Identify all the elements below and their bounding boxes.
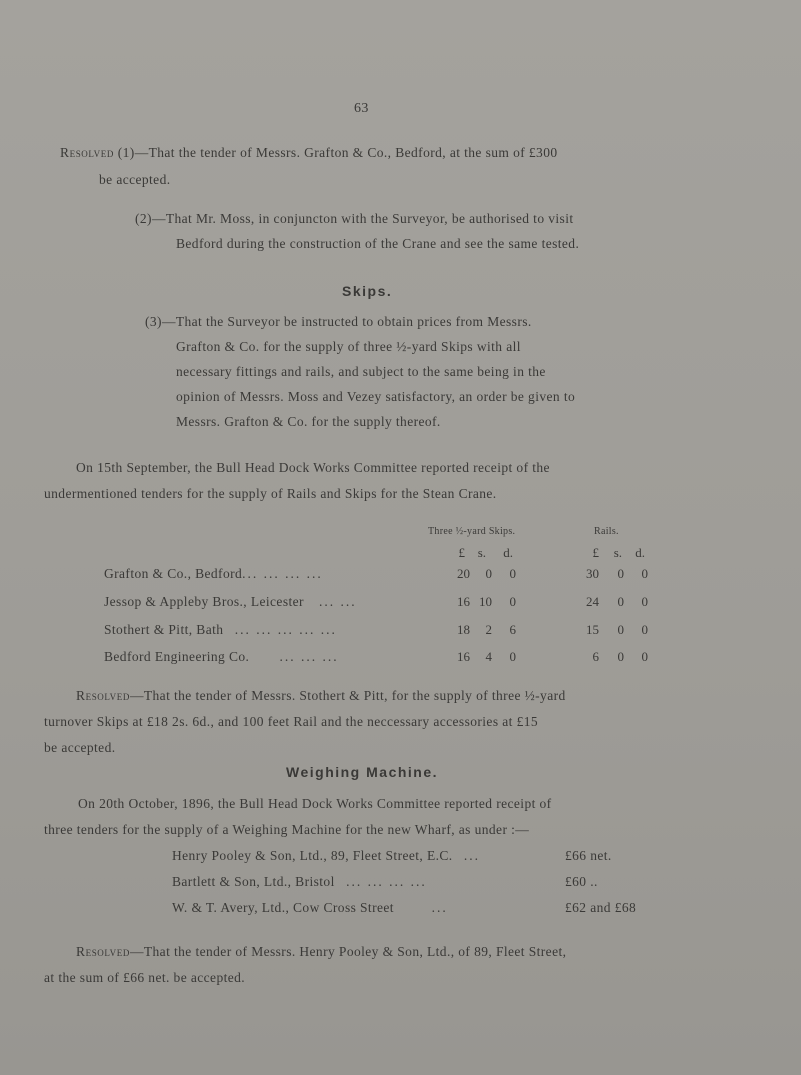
leader-dots: ... ... ... ...: [242, 566, 323, 581]
table-row: [104, 622, 337, 638]
weighing-report-line-1: On 20th October, 1896, the Bull Head Dock Works Committee reported receipt of: [78, 796, 552, 811]
rails-pounds: 24: [586, 594, 599, 609]
item-3-line-3: necessary fittings and rails, and subject to the same being in the: [176, 364, 546, 379]
leader-dots: ... ... ...: [279, 649, 339, 664]
leader-dots: ... ... ... ...: [346, 874, 427, 889]
firm-name: Stothert & Pitt, Bath: [104, 622, 224, 637]
tender-firm: Henry Pooley & Son, Ltd., 89, Fleet Street, E.C.: [172, 848, 453, 863]
rails-pence: 0: [641, 594, 648, 609]
skips-shillings: 4: [485, 649, 492, 664]
unit-pound-rails: £: [592, 545, 599, 560]
skips-pence: 0: [509, 566, 516, 581]
list-item: [172, 900, 448, 916]
item-2-line-2: Bedford during the construction of the Crane and see the same tested.: [176, 236, 580, 251]
rails-shillings: 0: [617, 622, 624, 637]
tender-price: £66 net.: [565, 848, 612, 863]
rails-shillings: 0: [617, 566, 624, 581]
list-item: [172, 848, 480, 864]
resolution-skips-line-2: turnover Skips at £18 2s. 6d., and 100 feet Rail and the neccessary accessories at £15: [44, 714, 539, 729]
rails-pence: 0: [641, 649, 648, 664]
tender-price: £62 and £68: [565, 900, 637, 915]
skips-shillings: 2: [485, 622, 492, 637]
skips-report-line-1: On 15th September, the Bull Head Dock Works Committee reported receipt of the: [76, 460, 550, 475]
rails-pence: 0: [641, 566, 648, 581]
item-3-line-5: Messrs. Grafton & Co. for the supply thereof.: [176, 414, 441, 429]
table-row: [104, 594, 357, 610]
rails-shillings: 0: [617, 594, 624, 609]
skips-pence: 6: [509, 622, 516, 637]
skips-pence: 0: [509, 594, 516, 609]
unit-pence-rails: d.: [635, 545, 645, 560]
resolution-1-line-2: be accepted.: [99, 172, 171, 187]
resolution-weighing: [76, 944, 566, 960]
resolution-1: [60, 145, 558, 161]
resolution-weighing-line-1: —That the tender of Messrs. Henry Pooley & Son, Ltd., of 89, Fleet Street,: [129, 944, 567, 959]
skips-pounds: 16: [457, 649, 470, 664]
rails-pounds: 30: [586, 566, 599, 581]
table-row: [104, 649, 339, 665]
rails-pence: 0: [641, 622, 648, 637]
firm-name: Bedford Engineering Co.: [104, 649, 250, 664]
column-group-rails: Rails.: [594, 526, 619, 537]
resolution-skips-line-3: be accepted.: [44, 740, 116, 755]
rails-pounds: 15: [586, 622, 599, 637]
resolution-weighing-line-2: at the sum of £66 net. be accepted.: [44, 970, 246, 985]
item-3-line-2: Grafton & Co. for the supply of three ½-yard Skips with all: [176, 339, 521, 354]
resolution-1-line-1: (1)—That the tender of Messrs. Grafton & Co., Bedford, at the sum of £300: [117, 145, 558, 160]
unit-shilling-skips: s.: [477, 545, 486, 560]
firm-name: Grafton & Co., Bedford: [104, 566, 243, 581]
resolution-skips: [76, 688, 566, 704]
item-2-line-1: (2)—That Mr. Moss, in conjuncton with the Surveyor, be authorised to visit: [135, 211, 574, 226]
rails-shillings: 0: [617, 649, 624, 664]
tender-firm: W. & T. Avery, Ltd., Cow Cross Street: [172, 900, 394, 915]
skips-report-line-2: undermentioned tenders for the supply of Rails and Skips for the Stean Crane.: [44, 486, 497, 501]
resolved-label: Resolved: [76, 688, 130, 703]
leader-dots: ...: [431, 900, 448, 915]
skips-shillings: 0: [485, 566, 492, 581]
item-3-line-1: (3)—That the Surveyor be instructed to obtain prices from Messrs.: [145, 314, 532, 329]
weighing-machine-heading: Weighing Machine.: [286, 764, 439, 780]
item-3-line-4: opinion of Messrs. Moss and Vezey satisfactory, an order be given to: [176, 389, 576, 404]
resolved-label: Resolved: [60, 145, 114, 160]
table-row: [104, 566, 323, 582]
rails-pounds: 6: [592, 649, 599, 664]
tender-firm: Bartlett & Son, Ltd., Bristol: [172, 874, 335, 889]
leader-dots: ... ... ... ... ...: [234, 622, 337, 637]
skips-pence: 0: [509, 649, 516, 664]
column-group-skips: Three ½-yard Skips.: [428, 526, 516, 537]
page-number: 63: [354, 101, 369, 116]
list-item: [172, 874, 427, 890]
leader-dots: ... ...: [319, 594, 357, 609]
skips-pounds: 16: [457, 594, 470, 609]
skips-pounds: 18: [457, 622, 470, 637]
unit-pence-skips: d.: [503, 545, 513, 560]
unit-pound-skips: £: [458, 545, 465, 560]
skips-pounds: 20: [457, 566, 470, 581]
skips-shillings: 10: [479, 594, 492, 609]
leader-dots: ...: [463, 848, 481, 863]
skips-heading: Skips.: [342, 283, 393, 299]
unit-shilling-rails: s.: [613, 545, 622, 560]
firm-name: Jessop & Appleby Bros., Leicester: [104, 594, 304, 609]
tender-price: £60 ..: [565, 874, 598, 889]
resolution-skips-line-1: —That the tender of Messrs. Stothert & Pitt, for the supply of three ½-yard: [129, 688, 566, 703]
resolved-label: Resolved: [76, 944, 130, 959]
weighing-report-line-2: three tenders for the supply of a Weighing Machine for the new Wharf, as under :—: [44, 822, 530, 837]
